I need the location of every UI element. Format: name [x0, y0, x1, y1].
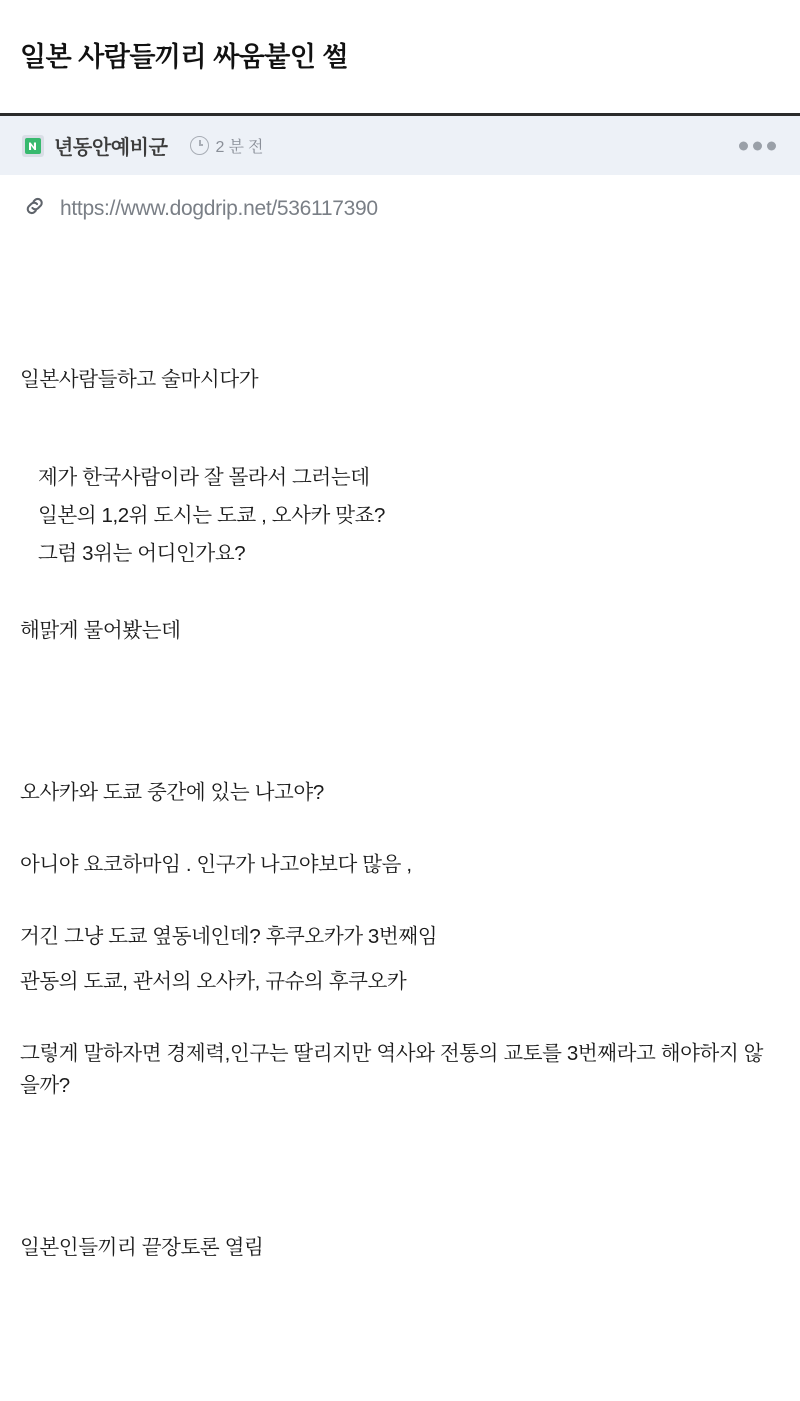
quote-line: 일본의 1,2위 도시는 도쿄 , 오사카 맞죠? [38, 503, 386, 527]
more-options-icon[interactable] [739, 141, 776, 150]
spacer [20, 809, 780, 849]
reply-line-3: 거긴 그냥 도쿄 옆동네인데? 후쿠오카가 3번째임 [20, 924, 438, 948]
quote-line: 제가 한국사람이라 잘 몰라서 그러는데 [38, 466, 370, 490]
author-info[interactable] [22, 131, 168, 160]
reply-line-1: 오사카와 도쿄 중간에 있는 나고야? [20, 781, 324, 805]
spacer [20, 575, 780, 615]
page-title: 일본 사람들끼리 싸움붙인 썰 [20, 42, 348, 73]
more-dot [767, 141, 776, 150]
spacer [20, 647, 780, 777]
reply-line-5: 그렇게 말하자면 경제력,인구는 딸리지만 역사와 전통의 교토를 3번째라고 해야하지 않을까? [20, 1042, 764, 1097]
post-page [0, 18, 800, 1401]
spacer [20, 234, 780, 364]
post-time [190, 134, 264, 157]
body-after-quote: 해맑게 물어봤는데 [20, 619, 181, 643]
reply-line-4: 관동의 도쿄, 관서의 오사카, 규슈의 후쿠오카 [20, 970, 407, 994]
spacer [20, 1102, 780, 1232]
body-closing: 일본인들끼리 끝장토론 열림 [20, 1235, 264, 1259]
source-url-text[interactable]: https://www.dogdrip.net/536117390 [60, 196, 378, 220]
post-body [0, 234, 800, 1289]
blog-badge-icon [22, 135, 44, 157]
spacer [20, 1263, 780, 1289]
quoted-question [20, 462, 780, 569]
body-intro: 일본사람들하고 술마시다가 [20, 368, 259, 392]
spacer [20, 952, 780, 966]
time-ago-label: 2 분 전 [215, 139, 264, 157]
more-dot [739, 141, 748, 150]
more-dot [753, 141, 762, 150]
link-icon [22, 193, 48, 224]
spacer [20, 998, 780, 1038]
author-bar [0, 113, 800, 175]
clock-icon [190, 136, 209, 155]
quote-line: 그럼 3위는 어디인가요? [38, 541, 246, 565]
author-name[interactable]: 년동안예비군 [54, 137, 168, 160]
source-url-row[interactable] [0, 175, 800, 234]
spacer [20, 881, 780, 921]
reply-line-2: 아니야 요코하마임 . 인구가 나고야보다 많음 , [20, 852, 412, 876]
spacer [20, 396, 780, 462]
